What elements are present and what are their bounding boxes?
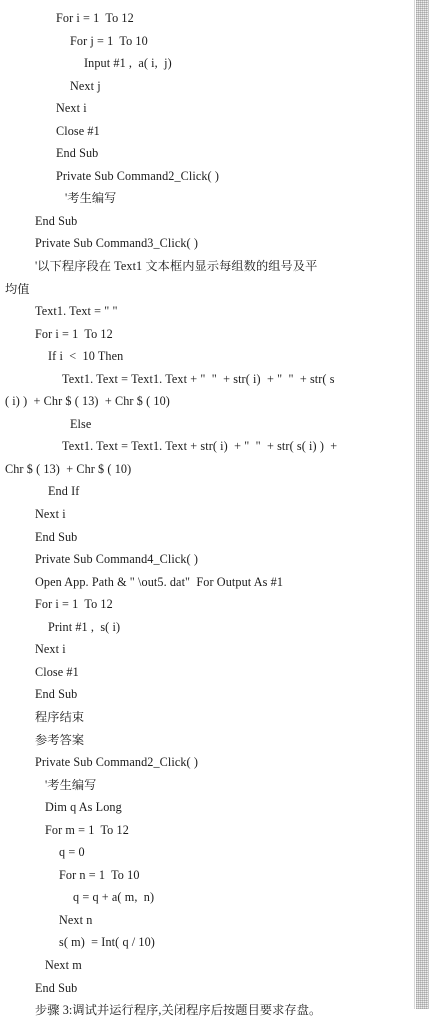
code-line: '考生编写	[45, 777, 97, 792]
code-line: For i = 1 To 12	[35, 597, 113, 612]
code-line: End Sub	[35, 687, 78, 702]
code-line: For i = 1 To 12	[56, 11, 134, 25]
code-line: s( m) = Int( q / 10)	[59, 935, 155, 950]
code-line: 参考答案	[35, 732, 85, 747]
code-line: 均值	[5, 281, 30, 296]
code-line: Text1. Text = Text1. Text + str( i) + " " + str( s( i) ) +	[62, 439, 338, 454]
code-line: Private Sub Command2_Click( )	[56, 168, 220, 183]
code-line: End Sub	[56, 146, 99, 161]
code-line: Next m	[45, 957, 82, 972]
code-line: Next n	[59, 912, 93, 927]
code-line: For m = 1 To 12	[45, 822, 129, 837]
code-line: '以下程序段在 Text1 文本框内显示每组数的组号及平	[35, 259, 318, 274]
code-line: End Sub	[35, 980, 78, 995]
code-line: Open App. Path & " \out5. dat" For Output As #1	[35, 574, 284, 589]
code-line: Private Sub Command4_Click( )	[35, 552, 199, 567]
code-line: If i < 10 Then	[48, 349, 124, 364]
code-line: End If	[48, 484, 80, 499]
page-edge-line	[428, 0, 429, 1009]
code-line: Next j	[70, 78, 101, 93]
code-line: Next i	[35, 642, 66, 657]
code-line: Input #1 , a( i, j)	[84, 56, 172, 71]
code-line: Text1. Text = " "	[35, 304, 118, 319]
code-line: q = 0	[59, 845, 85, 860]
code-line: For i = 1 To 12	[35, 326, 113, 341]
code-line: 步骤 3:调试并运行程序,关闭程序后按题目要求存盘。	[35, 1003, 322, 1018]
code-line: q = q + a( m, n)	[73, 890, 155, 905]
code-line: For n = 1 To 10	[59, 867, 140, 882]
code-line: ( i) ) + Chr $ ( 13) + Chr $ ( 10)	[5, 394, 170, 409]
code-line: Text1. Text = Text1. Text + " " + str( i) + " " + str( s	[62, 371, 335, 386]
code-line: Next i	[35, 507, 66, 522]
code-line: Private Sub Command3_Click( )	[35, 236, 199, 251]
code-line: Else	[70, 416, 92, 431]
code-line: End Sub	[35, 529, 78, 544]
code-line: 程序结束	[35, 709, 85, 724]
code-line: End Sub	[35, 213, 78, 228]
code-line: Private Sub Command2_Click( )	[35, 755, 199, 770]
code-line: Next i	[56, 101, 87, 116]
code-line: '考生编写	[65, 191, 117, 206]
code-line: Dim q As Long	[45, 800, 122, 815]
code-line: Print #1 , s( i)	[48, 619, 121, 634]
code-line: Close #1	[56, 123, 100, 138]
code-line: Chr $ ( 13) + Chr $ ( 10)	[5, 461, 132, 476]
code-line: Close #1	[35, 664, 79, 679]
code-line: For j = 1 To 10	[70, 33, 148, 48]
binding-edge-strip	[416, 0, 428, 1009]
page-edge-line	[414, 0, 415, 1009]
code-listing	[0, 7, 405, 1022]
